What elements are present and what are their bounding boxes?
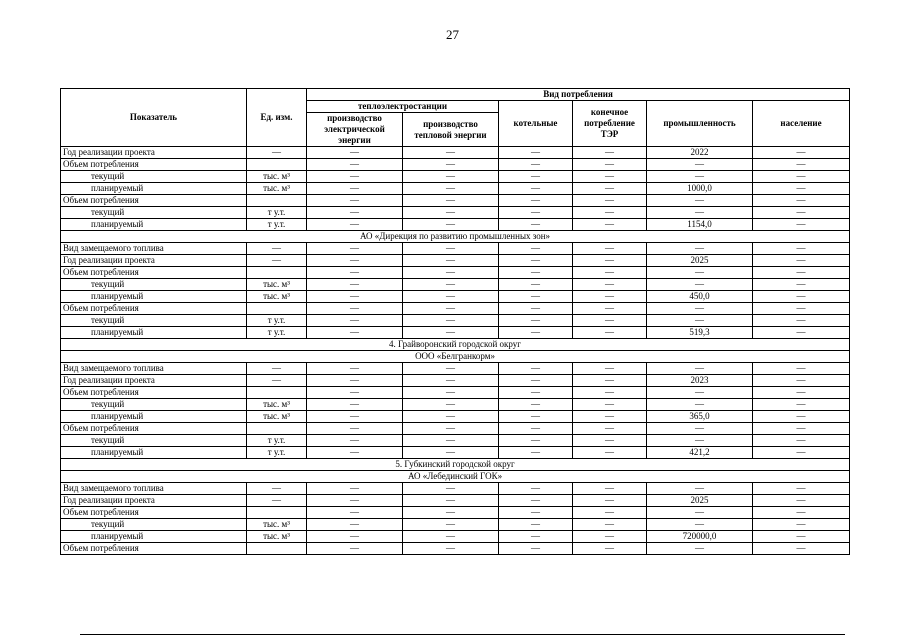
indicator-cell: текущий: [61, 435, 247, 447]
value-cell: —: [753, 171, 850, 183]
value-cell: —: [647, 303, 753, 315]
unit-cell: —: [247, 243, 307, 255]
unit-cell: т у.т.: [247, 447, 307, 459]
value-cell: —: [307, 315, 403, 327]
table-row: [61, 447, 850, 459]
value-cell: —: [499, 495, 573, 507]
value-cell: —: [573, 435, 647, 447]
indicator-cell: текущий: [61, 315, 247, 327]
value-cell: 450,0: [647, 291, 753, 303]
section-row: [61, 231, 850, 243]
table-row: [61, 255, 850, 267]
value-cell: —: [499, 423, 573, 435]
section-title: 4. Грайворонский городской округ: [61, 339, 850, 351]
unit-cell: —: [247, 363, 307, 375]
table-row: [61, 267, 850, 279]
unit-cell: тыс. м³: [247, 171, 307, 183]
value-cell: —: [647, 315, 753, 327]
section-title: АО «Дирекция по развитию промышленных зон»: [61, 231, 850, 243]
value-cell: —: [307, 159, 403, 171]
indicator-cell: текущий: [61, 519, 247, 531]
indicator-cell: планируемый: [61, 291, 247, 303]
value-cell: —: [499, 507, 573, 519]
value-cell: —: [753, 147, 850, 159]
value-cell: —: [307, 399, 403, 411]
value-cell: —: [499, 303, 573, 315]
value-cell: 421,2: [647, 447, 753, 459]
table-row: [61, 327, 850, 339]
value-cell: —: [307, 447, 403, 459]
value-cell: —: [307, 243, 403, 255]
table-row: [61, 495, 850, 507]
value-cell: —: [647, 543, 753, 555]
value-cell: —: [403, 399, 499, 411]
value-cell: —: [573, 243, 647, 255]
value-cell: —: [647, 171, 753, 183]
table-row: [61, 315, 850, 327]
value-cell: —: [307, 495, 403, 507]
value-cell: —: [753, 387, 850, 399]
value-cell: —: [307, 219, 403, 231]
indicator-cell: текущий: [61, 207, 247, 219]
value-cell: —: [573, 291, 647, 303]
table-row: [61, 531, 850, 543]
value-cell: —: [753, 375, 850, 387]
unit-cell: тыс. м³: [247, 519, 307, 531]
value-cell: —: [403, 423, 499, 435]
section-row: [61, 471, 850, 483]
value-cell: —: [307, 411, 403, 423]
unit-cell: тыс. м³: [247, 411, 307, 423]
value-cell: —: [499, 291, 573, 303]
value-cell: —: [753, 435, 850, 447]
value-cell: —: [647, 423, 753, 435]
value-cell: —: [573, 543, 647, 555]
unit-cell: [247, 507, 307, 519]
table-row: [61, 219, 850, 231]
unit-cell: [247, 387, 307, 399]
table-row: [61, 207, 850, 219]
indicator-cell: планируемый: [61, 183, 247, 195]
value-cell: 1000,0: [647, 183, 753, 195]
value-cell: —: [753, 495, 850, 507]
unit-cell: —: [247, 255, 307, 267]
value-cell: —: [573, 507, 647, 519]
value-cell: —: [307, 483, 403, 495]
value-cell: —: [403, 159, 499, 171]
value-cell: —: [499, 447, 573, 459]
header-consumption-type: Вид потребления: [307, 89, 850, 101]
value-cell: —: [403, 495, 499, 507]
value-cell: —: [403, 171, 499, 183]
value-cell: —: [403, 483, 499, 495]
table-row: [61, 171, 850, 183]
value-cell: —: [647, 483, 753, 495]
unit-cell: [247, 195, 307, 207]
value-cell: —: [573, 159, 647, 171]
value-cell: —: [403, 411, 499, 423]
indicator-cell: планируемый: [61, 447, 247, 459]
value-cell: —: [647, 243, 753, 255]
indicator-cell: Объем потребления: [61, 507, 247, 519]
table-row: [61, 159, 850, 171]
unit-cell: [247, 267, 307, 279]
value-cell: —: [499, 411, 573, 423]
value-cell: —: [307, 267, 403, 279]
value-cell: —: [307, 423, 403, 435]
unit-cell: [247, 303, 307, 315]
value-cell: —: [573, 495, 647, 507]
value-cell: —: [573, 483, 647, 495]
value-cell: —: [573, 219, 647, 231]
value-cell: —: [499, 279, 573, 291]
value-cell: —: [573, 531, 647, 543]
value-cell: —: [647, 195, 753, 207]
table-row: [61, 279, 850, 291]
unit-cell: т у.т.: [247, 435, 307, 447]
value-cell: —: [753, 279, 850, 291]
value-cell: —: [573, 387, 647, 399]
value-cell: —: [573, 267, 647, 279]
value-cell: —: [307, 147, 403, 159]
value-cell: —: [753, 219, 850, 231]
value-cell: 1154,0: [647, 219, 753, 231]
value-cell: —: [307, 303, 403, 315]
header-tpp: теплоэлектростанции: [307, 101, 499, 113]
value-cell: 2025: [647, 255, 753, 267]
value-cell: —: [499, 255, 573, 267]
value-cell: —: [403, 387, 499, 399]
indicator-cell: Объем потребления: [61, 423, 247, 435]
value-cell: —: [573, 183, 647, 195]
value-cell: —: [499, 543, 573, 555]
value-cell: —: [307, 255, 403, 267]
value-cell: —: [753, 243, 850, 255]
value-cell: —: [499, 147, 573, 159]
value-cell: —: [753, 483, 850, 495]
value-cell: —: [753, 531, 850, 543]
table-row: [61, 387, 850, 399]
value-cell: —: [403, 315, 499, 327]
section-row: [61, 339, 850, 351]
header-unit: Ед. изм.: [247, 89, 307, 147]
table-row: [61, 411, 850, 423]
value-cell: —: [403, 147, 499, 159]
value-cell: —: [403, 543, 499, 555]
table-row: [61, 483, 850, 495]
unit-cell: тыс. м³: [247, 291, 307, 303]
value-cell: 720000,0: [647, 531, 753, 543]
unit-cell: тыс. м³: [247, 279, 307, 291]
value-cell: —: [499, 519, 573, 531]
value-cell: —: [499, 171, 573, 183]
indicator-cell: Объем потребления: [61, 195, 247, 207]
bottom-rule: [80, 634, 845, 635]
value-cell: —: [403, 375, 499, 387]
value-cell: —: [573, 195, 647, 207]
value-cell: —: [307, 387, 403, 399]
unit-cell: —: [247, 495, 307, 507]
unit-cell: тыс. м³: [247, 399, 307, 411]
value-cell: —: [753, 291, 850, 303]
value-cell: —: [753, 447, 850, 459]
indicator-cell: Объем потребления: [61, 267, 247, 279]
page-number: 27: [446, 27, 459, 42]
value-cell: —: [647, 435, 753, 447]
fuel-consumption-table: [60, 88, 850, 555]
unit-cell: [247, 543, 307, 555]
unit-cell: т у.т.: [247, 327, 307, 339]
value-cell: —: [307, 207, 403, 219]
unit-cell: [247, 423, 307, 435]
header-industry: промышленность: [647, 101, 753, 147]
indicator-cell: Год реализации проекта: [61, 495, 247, 507]
table-row: [61, 243, 850, 255]
table-row: [61, 423, 850, 435]
value-cell: —: [307, 327, 403, 339]
unit-cell: тыс. м³: [247, 183, 307, 195]
value-cell: —: [499, 219, 573, 231]
value-cell: —: [647, 399, 753, 411]
value-cell: —: [573, 411, 647, 423]
header-indicator: Показатель: [61, 89, 247, 147]
value-cell: —: [499, 531, 573, 543]
value-cell: —: [403, 531, 499, 543]
section-row: [61, 459, 850, 471]
value-cell: —: [403, 207, 499, 219]
value-cell: —: [573, 447, 647, 459]
value-cell: —: [307, 507, 403, 519]
indicator-cell: Вид замещаемого топлива: [61, 483, 247, 495]
value-cell: —: [753, 315, 850, 327]
value-cell: —: [573, 207, 647, 219]
value-cell: —: [403, 327, 499, 339]
indicator-cell: Вид замещаемого топлива: [61, 243, 247, 255]
value-cell: —: [307, 435, 403, 447]
header-thermal: производство тепловой энергии: [403, 113, 499, 147]
unit-cell: —: [247, 483, 307, 495]
section-title: АО «Лебединский ГОК»: [61, 471, 850, 483]
unit-cell: т у.т.: [247, 219, 307, 231]
value-cell: —: [647, 519, 753, 531]
table-row: [61, 147, 850, 159]
value-cell: —: [753, 159, 850, 171]
value-cell: —: [307, 375, 403, 387]
value-cell: —: [573, 423, 647, 435]
value-cell: —: [753, 507, 850, 519]
value-cell: —: [499, 435, 573, 447]
indicator-cell: текущий: [61, 279, 247, 291]
header-population: население: [753, 101, 850, 147]
value-cell: —: [647, 387, 753, 399]
value-cell: —: [573, 519, 647, 531]
value-cell: —: [499, 327, 573, 339]
value-cell: 365,0: [647, 411, 753, 423]
value-cell: —: [403, 183, 499, 195]
value-cell: —: [499, 483, 573, 495]
value-cell: —: [753, 207, 850, 219]
value-cell: —: [647, 267, 753, 279]
value-cell: —: [753, 327, 850, 339]
value-cell: —: [307, 519, 403, 531]
value-cell: —: [307, 279, 403, 291]
value-cell: —: [753, 267, 850, 279]
value-cell: —: [499, 195, 573, 207]
value-cell: —: [403, 219, 499, 231]
indicator-cell: Вид замещаемого топлива: [61, 363, 247, 375]
value-cell: —: [753, 519, 850, 531]
table-row: [61, 519, 850, 531]
table-row: [61, 435, 850, 447]
value-cell: —: [753, 255, 850, 267]
indicator-cell: Год реализации проекта: [61, 375, 247, 387]
table-row: [61, 183, 850, 195]
value-cell: —: [499, 399, 573, 411]
value-cell: —: [753, 363, 850, 375]
indicator-cell: Объем потребления: [61, 387, 247, 399]
unit-cell: [247, 159, 307, 171]
value-cell: —: [307, 183, 403, 195]
indicator-cell: планируемый: [61, 219, 247, 231]
table-row: [61, 399, 850, 411]
section-title: ООО «Белгранкорм»: [61, 351, 850, 363]
indicator-cell: Объем потребления: [61, 543, 247, 555]
value-cell: —: [573, 327, 647, 339]
value-cell: —: [753, 543, 850, 555]
value-cell: —: [573, 303, 647, 315]
value-cell: —: [499, 207, 573, 219]
indicator-cell: Год реализации проекта: [61, 147, 247, 159]
indicator-cell: Объем потребления: [61, 303, 247, 315]
value-cell: —: [403, 519, 499, 531]
value-cell: 2025: [647, 495, 753, 507]
indicator-cell: Год реализации проекта: [61, 255, 247, 267]
header-electric: производство электрической энергии: [307, 113, 403, 147]
value-cell: —: [307, 171, 403, 183]
value-cell: —: [403, 243, 499, 255]
unit-cell: —: [247, 147, 307, 159]
indicator-cell: планируемый: [61, 327, 247, 339]
value-cell: —: [753, 399, 850, 411]
value-cell: —: [499, 375, 573, 387]
value-cell: 2023: [647, 375, 753, 387]
value-cell: 519,3: [647, 327, 753, 339]
value-cell: —: [573, 255, 647, 267]
value-cell: —: [647, 207, 753, 219]
value-cell: —: [499, 243, 573, 255]
section-title: 5. Губкинский городской округ: [61, 459, 850, 471]
value-cell: —: [753, 183, 850, 195]
table-row: [61, 195, 850, 207]
table-row: [61, 543, 850, 555]
value-cell: —: [499, 387, 573, 399]
value-cell: —: [403, 435, 499, 447]
value-cell: —: [499, 315, 573, 327]
value-cell: —: [499, 267, 573, 279]
table-row: [61, 375, 850, 387]
value-cell: —: [307, 531, 403, 543]
value-cell: —: [307, 291, 403, 303]
value-cell: —: [307, 195, 403, 207]
unit-cell: тыс. м³: [247, 531, 307, 543]
unit-cell: т у.т.: [247, 207, 307, 219]
value-cell: —: [573, 171, 647, 183]
table-header: [61, 89, 850, 147]
value-cell: —: [403, 195, 499, 207]
table-row: [61, 507, 850, 519]
value-cell: 2022: [647, 147, 753, 159]
value-cell: —: [403, 507, 499, 519]
unit-cell: —: [247, 375, 307, 387]
value-cell: —: [573, 315, 647, 327]
table-body: [61, 147, 850, 555]
value-cell: —: [403, 255, 499, 267]
value-cell: —: [573, 375, 647, 387]
value-cell: —: [403, 363, 499, 375]
indicator-cell: Объем потребления: [61, 159, 247, 171]
indicator-cell: текущий: [61, 171, 247, 183]
indicator-cell: текущий: [61, 399, 247, 411]
header-final-consumption: конечное потребление ТЭР: [573, 101, 647, 147]
value-cell: —: [753, 303, 850, 315]
value-cell: —: [403, 447, 499, 459]
value-cell: —: [499, 183, 573, 195]
section-row: [61, 351, 850, 363]
header-boilers: котельные: [499, 101, 573, 147]
value-cell: —: [499, 159, 573, 171]
value-cell: —: [753, 423, 850, 435]
value-cell: —: [573, 399, 647, 411]
value-cell: —: [573, 147, 647, 159]
value-cell: —: [307, 543, 403, 555]
value-cell: —: [573, 363, 647, 375]
value-cell: —: [403, 291, 499, 303]
value-cell: —: [307, 363, 403, 375]
indicator-cell: планируемый: [61, 531, 247, 543]
value-cell: —: [403, 267, 499, 279]
value-cell: —: [499, 363, 573, 375]
value-cell: —: [403, 279, 499, 291]
value-cell: —: [647, 507, 753, 519]
value-cell: —: [753, 411, 850, 423]
table-row: [61, 303, 850, 315]
value-cell: —: [647, 279, 753, 291]
table-row: [61, 291, 850, 303]
value-cell: —: [573, 279, 647, 291]
value-cell: —: [753, 195, 850, 207]
value-cell: —: [647, 159, 753, 171]
indicator-cell: планируемый: [61, 411, 247, 423]
value-cell: —: [647, 363, 753, 375]
table-row: [61, 363, 850, 375]
value-cell: —: [403, 303, 499, 315]
unit-cell: т у.т.: [247, 315, 307, 327]
